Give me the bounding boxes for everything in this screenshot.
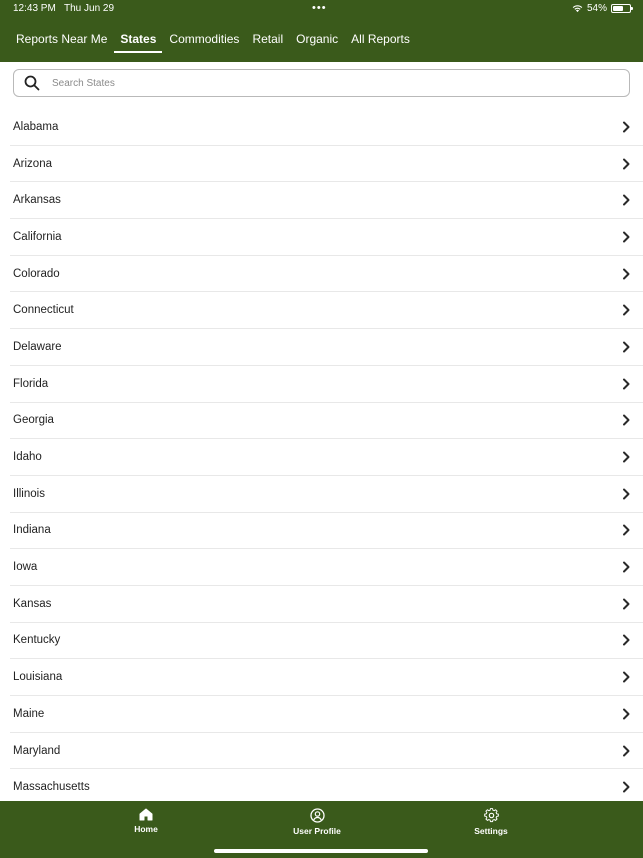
state-name: California — [13, 230, 62, 243]
tab-organic[interactable]: Organic — [296, 32, 339, 46]
state-name: Illinois — [13, 487, 45, 500]
state-row[interactable] — [10, 439, 643, 476]
nav-user-profile-label: User Profile — [293, 826, 341, 836]
state-name: Maine — [13, 707, 45, 720]
chevron-right-icon — [621, 561, 631, 573]
bottom-nav — [0, 801, 643, 858]
search-icon — [24, 75, 40, 91]
chevron-right-icon — [621, 121, 631, 133]
chevron-right-icon — [621, 634, 631, 646]
state-name: Alabama — [13, 120, 59, 133]
state-row[interactable] — [10, 109, 643, 146]
state-row[interactable] — [10, 219, 643, 256]
chevron-right-icon — [621, 268, 631, 280]
state-name: Kansas — [13, 597, 52, 610]
top-tabs — [16, 32, 423, 53]
state-row[interactable] — [10, 659, 643, 696]
state-row[interactable] — [10, 623, 643, 660]
state-name: Louisiana — [13, 671, 63, 684]
chevron-right-icon — [621, 378, 631, 390]
chevron-right-icon — [621, 231, 631, 243]
state-name: Idaho — [13, 451, 42, 464]
chevron-right-icon — [621, 304, 631, 316]
state-row[interactable] — [10, 403, 643, 440]
nav-settings[interactable] — [441, 808, 541, 836]
chevron-right-icon — [621, 745, 631, 757]
state-name: Kentucky — [13, 634, 61, 647]
nav-home-label: Home — [134, 824, 158, 834]
nav-settings-label: Settings — [474, 826, 508, 836]
tab-reports-near-me[interactable]: Reports Near Me — [16, 32, 108, 46]
state-name: Massachusetts — [13, 781, 90, 794]
state-name: Delaware — [13, 340, 62, 353]
state-row[interactable] — [10, 329, 643, 366]
tab-retail[interactable]: Retail — [252, 32, 284, 46]
state-row[interactable] — [10, 696, 643, 733]
state-name: Connecticut — [13, 304, 74, 317]
chevron-right-icon — [621, 708, 631, 720]
chevron-right-icon — [621, 414, 631, 426]
state-row[interactable] — [10, 549, 643, 586]
state-row[interactable] — [10, 513, 643, 550]
status-date: Thu Jun 29 — [64, 3, 115, 14]
state-row[interactable] — [10, 733, 643, 770]
state-row[interactable] — [10, 292, 643, 329]
chevron-right-icon — [621, 524, 631, 536]
tab-all-reports[interactable]: All Reports — [351, 32, 410, 46]
chevron-right-icon — [621, 194, 631, 206]
state-row[interactable] — [10, 366, 643, 403]
state-name: Maryland — [13, 744, 61, 757]
nav-home[interactable] — [96, 808, 196, 834]
chevron-right-icon — [621, 781, 631, 793]
state-name: Indiana — [13, 524, 51, 537]
home-indicator[interactable] — [214, 849, 428, 853]
search-input[interactable] — [52, 78, 552, 89]
status-time: 12:43 PM — [13, 3, 56, 14]
user-profile-icon — [310, 808, 325, 823]
state-name: Arizona — [13, 157, 52, 170]
state-row[interactable] — [10, 256, 643, 293]
home-icon — [139, 808, 153, 821]
state-row[interactable] — [10, 586, 643, 623]
status-right — [572, 3, 631, 14]
top-bar — [0, 0, 643, 62]
wifi-icon — [572, 4, 583, 13]
battery-icon — [611, 4, 631, 13]
chevron-right-icon — [621, 451, 631, 463]
state-name: Colorado — [13, 267, 60, 280]
state-row[interactable] — [10, 182, 643, 219]
state-list — [0, 109, 643, 806]
chevron-right-icon — [621, 671, 631, 683]
state-row[interactable] — [10, 476, 643, 513]
gear-icon — [484, 808, 499, 823]
nav-user-profile[interactable] — [267, 808, 367, 836]
state-name: Georgia — [13, 414, 54, 427]
tab-states[interactable]: States — [114, 32, 162, 53]
chevron-right-icon — [621, 488, 631, 500]
chevron-right-icon — [621, 158, 631, 170]
chevron-right-icon — [621, 341, 631, 353]
tab-commodities[interactable]: Commodities — [169, 32, 240, 46]
state-name: Iowa — [13, 561, 38, 574]
battery-percent: 54% — [586, 3, 607, 14]
state-name: Florida — [13, 377, 49, 390]
multitasking-dots-icon[interactable]: ••• — [312, 2, 327, 14]
state-name: Arkansas — [13, 194, 61, 207]
state-row[interactable] — [10, 146, 643, 183]
status-bar — [0, 0, 643, 18]
search-bar[interactable] — [13, 69, 630, 97]
chevron-right-icon — [621, 598, 631, 610]
